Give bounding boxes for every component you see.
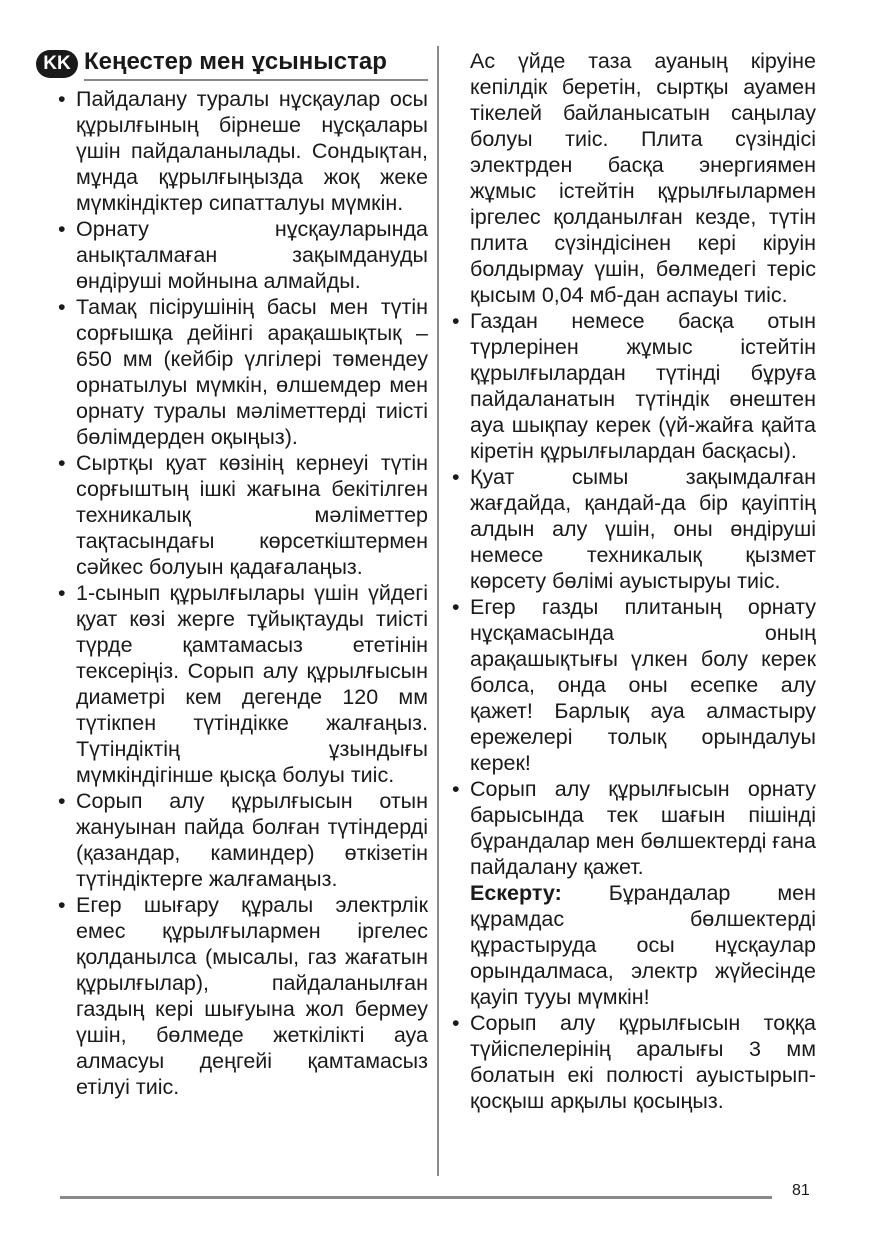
continued-paragraph: Ас үйде таза ауаның кіруіне кепілдік беретін, сыртқы ауамен тікелей байланысатын саңылау болуы тиіс. Плита сүзіндісі электрден басқа энергиямен жұмыс істейтін құрылғылармен іргелес қолданылған кезде, түтін плита сүзіндісінен кері кіруін болдырмау үшін, бөлмедегі теріс қысым 0,04 мб-дан аспауы тиіс. (470, 49, 816, 307)
right-column (450, 48, 816, 1114)
list-item: • Сорып алу құрылғысын тоққа түйіспелерінің аралығы 3 мм болатын екі полюсті ауыстырып-қосқыш арқылы қосыңыз. (450, 1010, 816, 1114)
list-item: • Сорып алу құрылғысын орнату барысында тек шағын пішінді бұрандалар мен бөлшектерді ғана пайдалану қажет. (450, 776, 816, 880)
list-item: • Егер шығару құралы электрлік емес құрылғылармен іргелес қолданылса (мысалы, газ жағатын құрылғылар), пайдаланылған газдың кері шығуына жол бермеу үшін, бөлмеде жеткілікті ауа алмасуы деңгейі қамтамасыз етілуі тиіс. (56, 892, 428, 1100)
list-item: • Пайдалану туралы нұсқаулар осы құрылғының бірнеше нұсқалары үшін пайдаланылады. Сондықтан, мұнда құрылғыңызда жоқ жеке мүмкіндіктер сипатталуы мүмкін. (56, 86, 428, 216)
list-item: • Сорып алу құрылғысын отын жануынан пайда болған түтіндерді (қазандар, каминдер) өткізетін түтіндіктерге жалғамаңыз. (56, 788, 428, 892)
column-divider (437, 46, 439, 1176)
right-bullet-list-end (450, 1010, 816, 1114)
list-item: • Орнату нұсқауларында анықталмаған зақымдануды өндіруші мойнына алмайды. (56, 216, 428, 294)
section-title: Кеңестер мен ұсыныстар (84, 48, 428, 81)
left-column (43, 47, 428, 1100)
language-badge: KK (36, 50, 78, 78)
warning-text: Бұрандалар мен құрамдас бөлшектерді құрастыруда осы нұсқаулар орындалмаса, электр жүйесінде қауіп тууы мүмкін! (470, 881, 816, 1009)
warning-note (450, 880, 816, 1010)
list-item: • 1-сынып құрылғылары үшін үйдегі қуат көзі жерге тұйықтауды тиісті түрде қамтамасыз ететінін тексеріңіз. Сорып алу құрылғысын диаметрі кем дегенде 120 мм түтікпен түтіндікке жалғаңыз. Түтіндіктің ұзындығы мүмкіндігінше қысқа болуы тиіс. (56, 580, 428, 788)
right-bullet-list (450, 308, 816, 880)
footer-rule (60, 1196, 772, 1199)
list-item: • Газдан немесе басқа отын түрлерінен жұмыс істейтін құрылғылардан түтінді бұруға пайдаланатын түтіндік өнештен ауа шықпау керек (үй-жайға қайта кіретін құрылғылардан басқасы). (450, 308, 816, 464)
warning-label: Ескерту: (470, 881, 562, 905)
list-item: • Тамақ пісірушінің басы мен түтін сорғышқа дейінгі арақашықтық – 650 мм (кейбір үлгілері төмендеу орнатылуы мүмкін, өлшемдер мен орнату туралы мәліметтерді тиісті бөлімдерден оқыңыз). (56, 294, 428, 450)
left-bullet-list (56, 86, 428, 1100)
list-item: • Сыртқы қуат көзінің кернеуі түтін сорғыштың ішкі жағына бекітілген техникалық мәліметтер тақтасындағы көрсеткіштермен сәйкес болуын қадағалаңыз. (56, 450, 428, 580)
list-item: • Қуат сымы зақымдалған жағдайда, қандай-да бір қауіптің алдын алу үшін, оны өндіруші немесе техникалық қызмет көрсету бөлімі ауыстыруы тиіс. (450, 464, 816, 594)
page-number: 81 (792, 1182, 810, 1199)
section-header (36, 48, 428, 80)
list-item: • Егер газды плитаның орнату нұсқамасында оның арақашықтығы үлкен болу керек болса, онда оны есепке алу қажет! Барлық ауа алмастыру ережелері толық орындалуы керек! (450, 594, 816, 776)
